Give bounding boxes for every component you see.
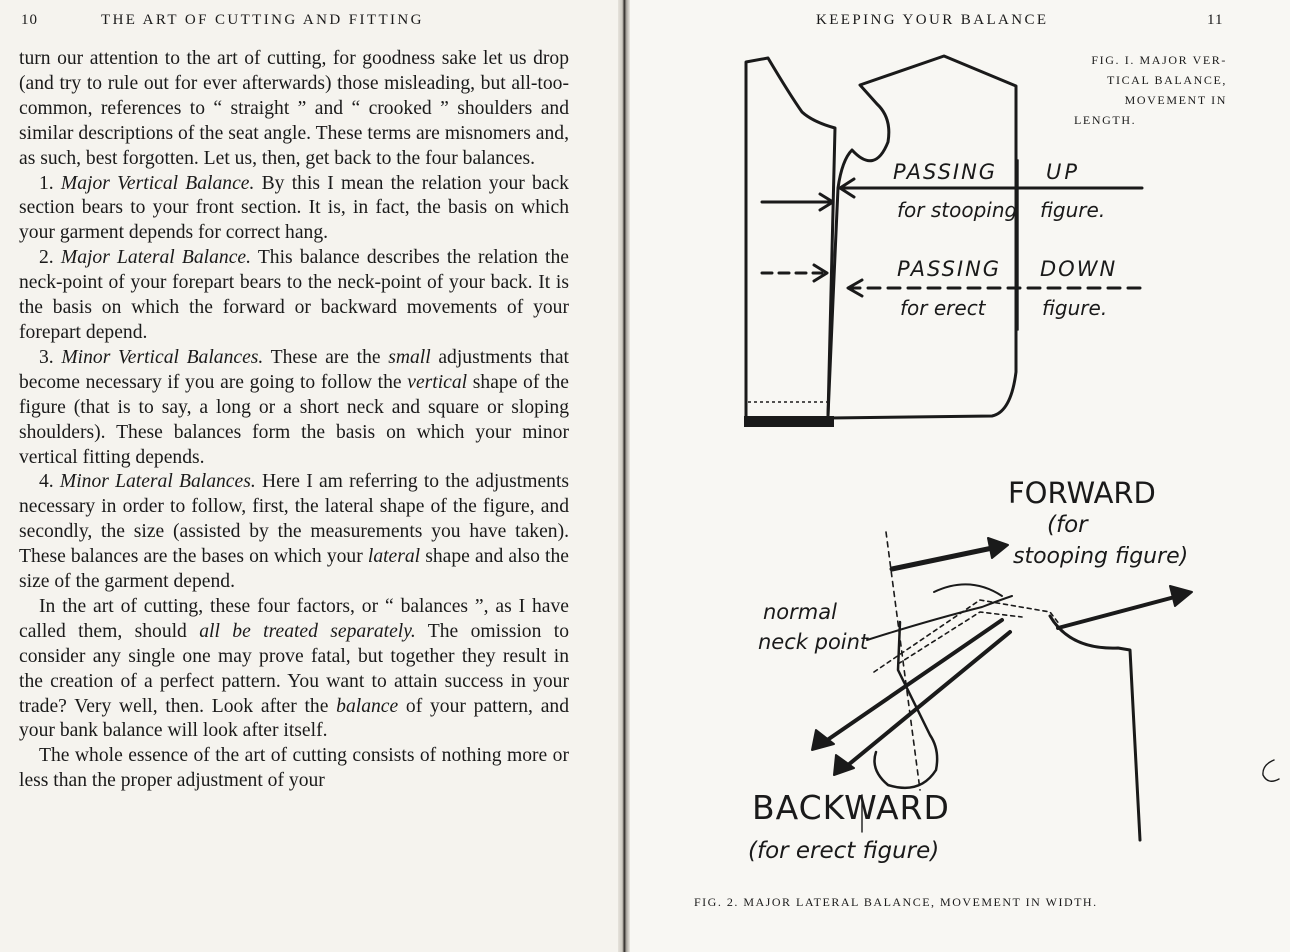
text-run: 2. bbox=[39, 247, 61, 269]
label-figure: figure. bbox=[1042, 296, 1108, 320]
text-run: By this I mean the relation your back section bears to your front section. It is, in fact, the basis on which your garment depends for correct hang. bbox=[19, 172, 569, 244]
paragraph-minor-vertical-balances bbox=[19, 346, 569, 471]
label-normal: normal bbox=[763, 600, 837, 624]
fig1-caption-line: MOVEMENT IN bbox=[1124, 93, 1227, 107]
italic-run: lateral bbox=[367, 546, 421, 568]
paragraph-minor-lateral-balances bbox=[19, 470, 569, 595]
label-passing-up: PASSING bbox=[893, 160, 998, 184]
paragraph-major-lateral-balance bbox=[19, 246, 569, 346]
paragraph bbox=[19, 744, 569, 794]
label-for-erect-figure: (for erect figure) bbox=[748, 838, 940, 864]
right-running-head: KEEPING YOUR BALANCE bbox=[816, 12, 1049, 28]
paragraph bbox=[19, 595, 569, 744]
fig2-caption: FIG. 2. MAJOR LATERAL BALANCE, MOVEMENT IN WIDTH. bbox=[694, 895, 1098, 909]
label-neck-point: neck point bbox=[758, 630, 869, 654]
fig1-caption-line: TICAL BALANCE, bbox=[1107, 73, 1227, 87]
text-run: 3. bbox=[39, 346, 62, 368]
text-run: of your pattern, and your bank balance will look after itself. bbox=[19, 695, 569, 742]
margin-mark bbox=[1263, 760, 1279, 781]
label-up: UP bbox=[1046, 160, 1081, 184]
label-backward: BACKWARD bbox=[752, 788, 950, 827]
right-page-number: 11 bbox=[1207, 12, 1224, 28]
italic-run: vertical bbox=[407, 371, 468, 393]
forepart-neck-outline bbox=[1050, 616, 1140, 840]
book-gutter bbox=[618, 0, 630, 952]
paragraph-major-vertical-balance bbox=[19, 172, 569, 247]
fig1-caption-line: LENGTH. bbox=[1074, 113, 1137, 127]
label-passing-down: PASSING bbox=[897, 257, 1002, 281]
arrowhead-icon bbox=[834, 755, 854, 775]
italic-run: balance bbox=[336, 695, 399, 717]
text-run: turn our attention to the art of cutting, for goodness sake let us drop (and try to rule out for ever afterwards) those misleading, but all-too-common, references to “ straight ” and “ crooked ” shoulders and similar descriptions of the seat angle. These terms are misnomers and, as such, best forgotten. Let us, then, get back to the four balances. bbox=[19, 48, 569, 169]
text-run: Here I am referring to the adjustments necessary in order to follow, first, the lateral shape of the figure, and secondly, the size (assisted by the measurements you have taken). These balances are the bases on which your bbox=[19, 471, 570, 568]
italic-run: all be treated separately. bbox=[199, 620, 416, 642]
label-stooping-figure: stooping figure) bbox=[1013, 544, 1189, 569]
italic-run: small bbox=[388, 346, 431, 368]
text-run: shape and also the size of the garment depend. bbox=[19, 546, 569, 593]
text-run: 1. bbox=[39, 172, 61, 194]
label-down: DOWN bbox=[1040, 257, 1118, 281]
text-run: These are the bbox=[263, 346, 389, 368]
fig2-lateral-balance-diagram bbox=[630, 0, 1290, 952]
left-running-head: THE ART OF CUTTING AND FITTING bbox=[101, 12, 424, 28]
italic-run: Minor Lateral Balances. bbox=[59, 471, 256, 493]
left-page-number: 10 bbox=[21, 12, 38, 28]
neck-point-leader bbox=[867, 596, 1012, 640]
text-run: 4. bbox=[39, 471, 60, 493]
italic-run: Major Lateral Balance. bbox=[60, 247, 252, 269]
text-run: shape of the figure (that is to say, a long or a short neck and square or sloping shoulders). These balances form the basis on which your minor vertical fitting depends. bbox=[19, 371, 569, 468]
text-run: In the art of cutting, these four factors, or “ balances ”, as I have called them, should bbox=[19, 595, 569, 642]
body-text bbox=[19, 47, 569, 794]
label-for-erect: for erect bbox=[900, 296, 986, 320]
italic-run: Minor Vertical Balances. bbox=[61, 346, 264, 368]
forward-arrow bbox=[892, 546, 1002, 569]
arrowhead-icon bbox=[1170, 586, 1192, 606]
label-forward: FORWARD bbox=[1008, 476, 1156, 510]
text-run: The omission to consider any single one may prove fatal, but together they result in the creation of a perfect pattern. You want to attain success in your trade? Very well, then. Look after the bbox=[19, 620, 569, 717]
forward-arrow bbox=[1058, 594, 1186, 628]
neck-curve-outline bbox=[875, 622, 938, 788]
left-page bbox=[0, 0, 618, 952]
label-for-stooping: for stooping bbox=[897, 198, 1018, 222]
label-for: (for bbox=[1047, 512, 1088, 538]
fig1-caption-line: FIG. I. MAJOR VER- bbox=[1091, 53, 1227, 67]
arrowhead-icon bbox=[988, 538, 1008, 558]
text-run: This balance describes the relation the neck-point of your forepart bears to the neck-point of your back. It is the basis on which the forward or backward movements of your forepart depend. bbox=[19, 247, 569, 343]
paragraph bbox=[19, 47, 569, 172]
label-figure: figure. bbox=[1040, 198, 1106, 222]
italic-run: Major Vertical Balance. bbox=[60, 172, 255, 194]
right-page bbox=[630, 0, 1290, 952]
text-run: adjustments that become necessary if you are going to follow the bbox=[19, 346, 569, 393]
text-run: The whole essence of the art of cutting consists of nothing more or less than the proper adjustment of your bbox=[19, 745, 569, 792]
neck-point-leader bbox=[934, 584, 1002, 596]
